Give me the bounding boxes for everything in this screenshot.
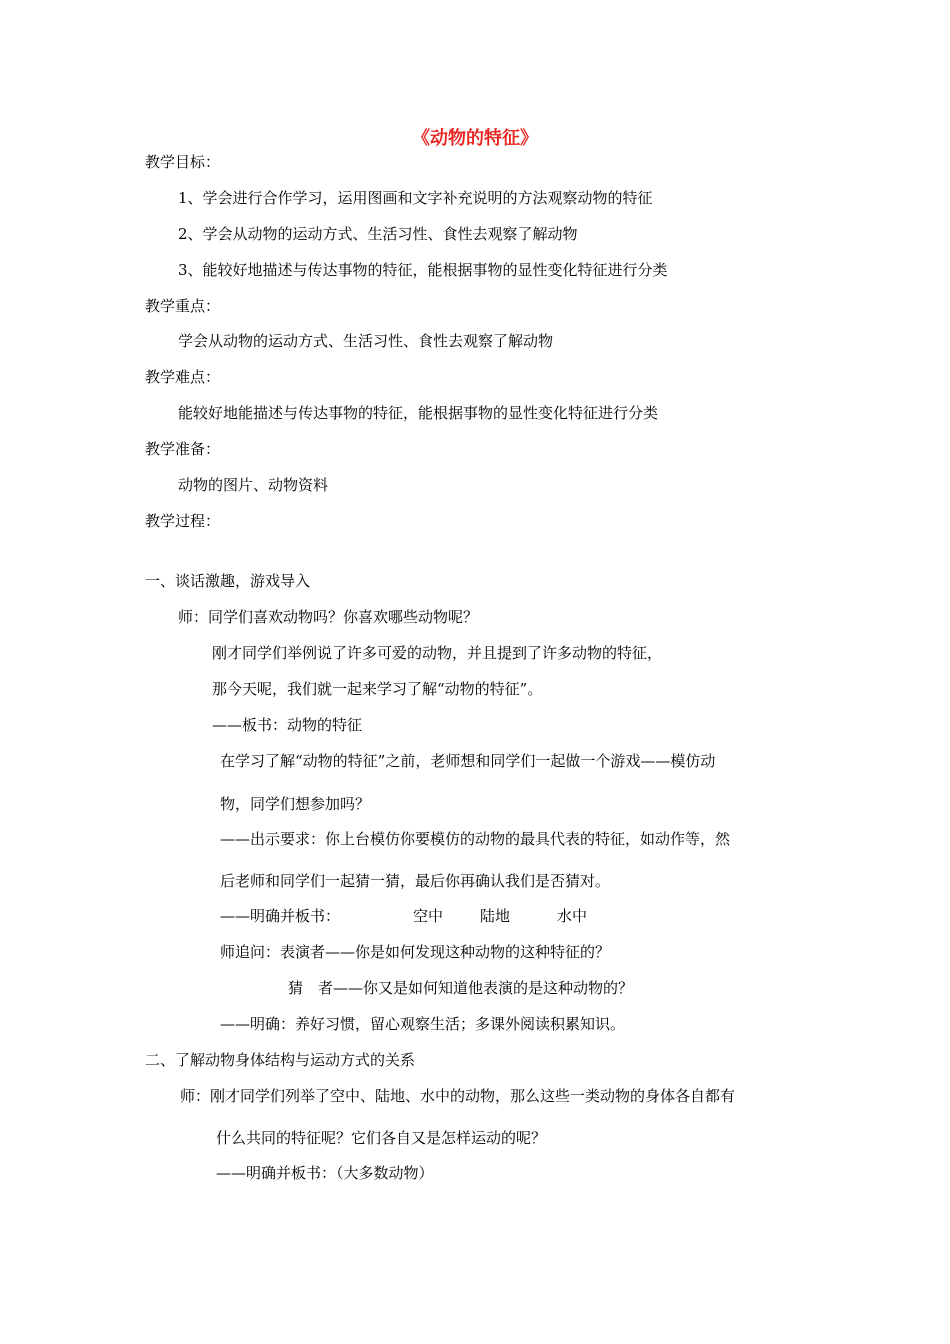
section1-line: 那今天呢，我们就一起来学习了解“动物的特征”。 [212,680,543,698]
section1-line: 物，同学们想参加吗？ [220,795,371,813]
section1-line: 师：同学们喜欢动物吗？你喜欢哪些动物呢？ [178,608,479,626]
section1-heading: 一、谈话激趣，游戏导入 [145,572,311,590]
preparation-text: 动物的图片、动物资料 [178,476,329,494]
board-item-land: 陆地 [480,907,511,925]
section2-line: 什么共同的特征呢？它们各自又是怎样运动的呢？ [216,1129,547,1147]
board-item-air: 空中 [413,907,444,925]
follow-up-line: 师追问：表演者——你是如何发现这种动物的这种特征的？ [220,943,611,961]
objective-item-1: 1、学会进行合作学习，运用图画和文字补充说明的方法观察动物的特征 [178,189,653,207]
section1-line: ——出示要求：你上台模仿你要模仿的动物的最具代表的特征，如动作等，然 [220,830,731,848]
difficulties-text: 能较好地能描述与传达事物的特征，能根据事物的显性变化特征进行分类 [178,404,659,422]
section1-line: 在学习了解“动物的特征”之前，老师想和同学们一起做一个游戏——模仿动 [220,752,716,770]
preparation-heading: 教学准备： [145,440,221,458]
key-points-text: 学会从动物的运动方式、生活习性、食性去观察了解动物 [178,332,554,350]
board-item-water: 水中 [557,907,588,925]
difficulties-heading: 教学难点： [145,368,221,386]
key-points-heading: 教学重点： [145,297,221,315]
objectives-heading: 教学目标： [145,153,221,171]
process-heading: 教学过程： [145,512,221,530]
follow-up-line: 猜 者——你又是如何知道他表演的是这种动物的？ [288,979,634,997]
objective-item-2: 2、学会从动物的运动方式、生活习性、食性去观察了解动物 [178,225,578,243]
section1-line: ——板书：动物的特征 [212,716,363,734]
section1-line: 后老师和同学们一起猜一猜，最后你再确认我们是否猜对。 [220,872,611,890]
section2-heading: 二、了解动物身体结构与运动方式的关系 [145,1051,416,1069]
document-title: 《动物的特征》 [412,128,538,149]
objective-item-3: 3、能较好地描述与传达事物的特征，能根据事物的显性变化特征进行分类 [178,261,668,279]
follow-up-line: ——明确：养好习惯，留心观察生活；多课外阅读积累知识。 [220,1015,626,1033]
section2-line: ——明确并板书：（大多数动物） [216,1164,434,1182]
section2-line: 师：刚才同学们列举了空中、陆地、水中的动物，那么这些一类动物的身体各自都有 [180,1087,736,1105]
board-label: ——明确并板书： [220,907,341,925]
section1-line: 刚才同学们举例说了许多可爱的动物，并且提到了许多动物的特征， [212,644,663,662]
